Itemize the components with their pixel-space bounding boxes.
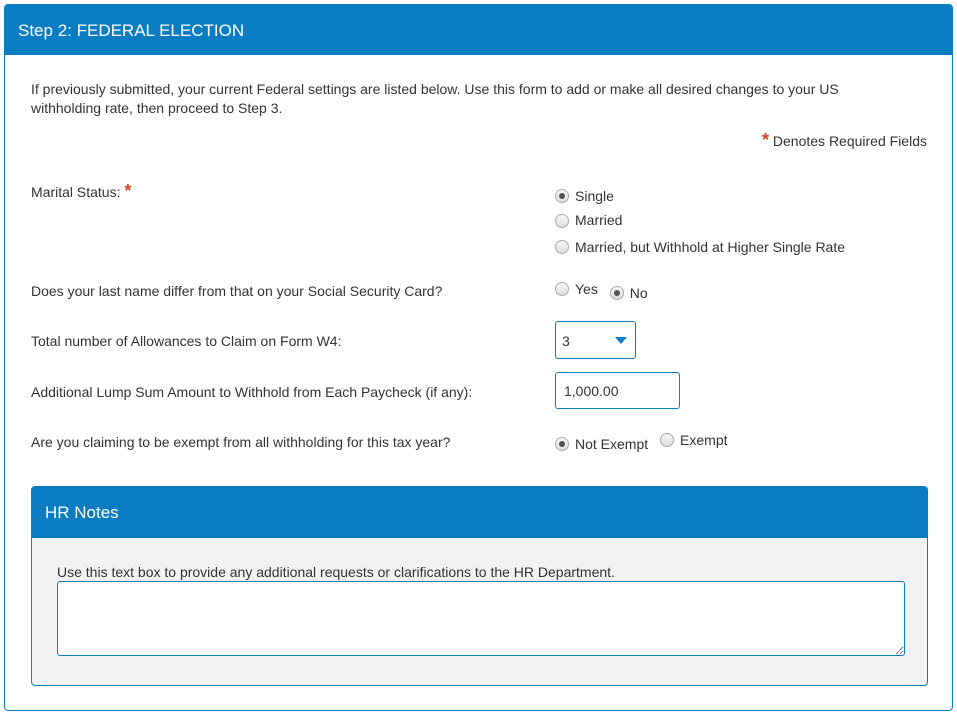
allowances-select[interactable] — [555, 321, 636, 359]
radio-no[interactable] — [610, 285, 648, 301]
required-star-icon: * — [124, 181, 132, 201]
radio-label: Yes — [575, 281, 598, 297]
radio-selected-icon[interactable] — [555, 437, 569, 451]
allowances-value: 3 — [562, 333, 570, 349]
required-note-text: Denotes Required Fields — [772, 133, 927, 149]
required-note — [762, 130, 927, 151]
chevron-down-icon — [615, 337, 627, 344]
marital-status-label — [31, 181, 131, 202]
hr-notes-title: HR Notes — [32, 487, 927, 538]
lumpsum-input[interactable] — [555, 372, 680, 409]
radio-selected-icon[interactable] — [610, 286, 624, 300]
intro-text: If previously submitted, your current Federal settings are listed below. Use this form to add or make all desired changes to your US withholding rate, then proceed to Step 3. — [31, 81, 839, 116]
radio-label: Married, but Withhold at Higher Single Rate — [575, 239, 846, 255]
panel-title: Step 2: FEDERAL ELECTION — [5, 5, 952, 55]
lastname-group — [555, 281, 656, 301]
radio-selected-icon[interactable] — [555, 189, 569, 203]
radio-label: Married — [575, 212, 623, 229]
radio-icon[interactable] — [555, 214, 569, 228]
radio-label: No — [629, 285, 648, 301]
lastname-label: Does your last name differ from that on your Social Security Card? — [31, 283, 443, 299]
allowances-label: Total number of Allowances to Claim on Form W4: — [31, 333, 342, 349]
radio-yes[interactable] — [555, 281, 598, 297]
radio-icon[interactable] — [555, 240, 569, 254]
hr-notes-panel — [31, 486, 928, 686]
radio-icon[interactable] — [555, 282, 569, 296]
radio-icon[interactable] — [660, 433, 674, 447]
lumpsum-label: Additional Lump Sum Amount to Withhold from Each Paycheck (if any): — [31, 384, 473, 400]
radio-exempt[interactable] — [660, 432, 727, 448]
hr-notes-textarea[interactable] — [57, 581, 905, 656]
marital-status-group — [555, 182, 853, 262]
radio-married[interactable] — [555, 208, 622, 233]
required-star-icon: * — [762, 130, 770, 150]
federal-election-panel — [4, 4, 953, 711]
marital-label-text: Marital Status: — [31, 184, 121, 200]
hr-notes-instructions: Use this text box to provide any additional requests or clarifications to the HR Department. — [57, 564, 615, 580]
radio-not-exempt[interactable] — [555, 436, 648, 452]
radio-single[interactable] — [555, 184, 614, 209]
exempt-label: Are you claiming to be exempt from all withholding for this tax year? — [31, 434, 451, 450]
radio-married-higher[interactable] — [555, 235, 845, 260]
radio-label: Not Exempt — [575, 436, 649, 452]
exempt-group — [555, 432, 736, 452]
radio-label: Exempt — [680, 432, 728, 448]
radio-label: Single — [575, 187, 614, 204]
